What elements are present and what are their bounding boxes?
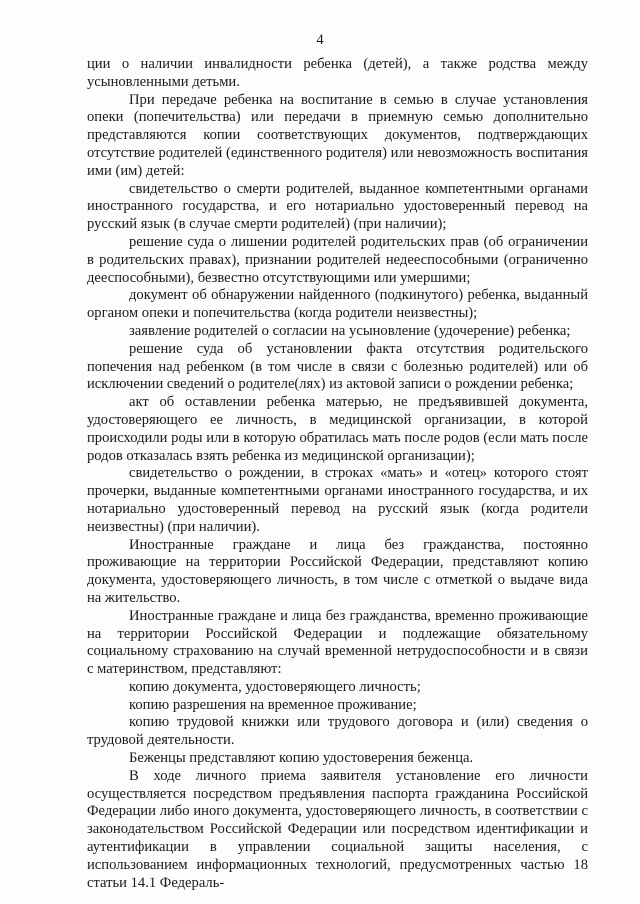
list-item-court-deprivation: решение суда о лишении родителей родительских прав (об ограничении в родительских правах), признании родителей недееспособными (ограниченно дееспособными), безвестно отсутствующими или умершими; — [87, 233, 588, 286]
list-item-parents-consent: заявление родителей о согласии на усыновление (удочерение) ребенка; — [129, 322, 571, 339]
list-item-birth-certificate: свидетельство о рождении, в строках «мать» и «отец» которого стоят прочерки, выданные компетентными органами иностранного государства, и их нотариально удостоверенный перевод на русский язык (когда родители неизвестны) (при наличии). — [87, 465, 588, 535]
list-item-work-record-copy: копию трудовой книжки или трудового договора и (или) сведения о трудовой деятельности. — [87, 714, 588, 749]
list-item-death-certificate: свидетельство о смерти родителей, выданное компетентными органами иностранного государства, и его нотариально удостоверенный перевод на русский язык (в случае смерти родителей) (при наличии); — [87, 180, 588, 233]
paragraph-temporary-residents: Иностранные граждане и лица без гражданства, временно проживающие на территории Российской Федерации и подлежащие обязательному социальному страхованию на случай временной нетрудоспособности и в связи с материнством, представляют: — [87, 607, 588, 678]
paragraph-permanent-residents: Иностранные граждане и лица без гражданства, постоянно проживающие на территории Российской Федерации, представляют копию документа, удостоверяющего личность, в том числе с отметкой о выдаче вида на жительство. — [87, 536, 588, 606]
list-item-abandonment-act: акт об оставлении ребенка матерью, не предъявившей документа, удостоверяющего ее личность, в медицинской организации, в которой происходили роды или в которую обратилась мать после родов (если мать после родов отказалась взять ребенка из медицинской организации); — [87, 394, 588, 464]
paragraph-continuation: ции о наличии инвалидности ребенка (детей), а также родства между усыновленными детьми. — [87, 56, 588, 90]
page-number: 4 — [316, 32, 324, 48]
paragraph-identity-verification: В ходе личного приема заявителя установление его личности осуществляется посредством предъявления паспорта гражданина Российской Федерации либо иного документа, удостоверяющего личность, в соответствии с законодательством Российской Федерации или посредством идентификации и аутентификации в управлении социальной защиты населения, с использованием информационных технологий, предусмотренных частью 18 статьи 14.1 Федераль- — [87, 767, 588, 891]
paragraph-refugees: Беженцы представляют копию удостоверения беженца. — [129, 750, 474, 767]
document-body — [87, 56, 588, 892]
paragraph-guardianship-intro: При передаче ребенка на воспитание в семью в случае установления опеки (попечительства) или передачи в приемную семью дополнительно представляются копии соответствующих документов, подтверждающих отсутствие родителей (единственного родителя) или невозможность воспитания ими (им) детей: — [87, 91, 588, 179]
list-item-court-absence-of-care: решение суда об установлении факта отсутствия родительского попечения над ребенком (в том числе в связи с болезнью родителей) или об исключении сведений о родителе(лях) из актовой записи о рождении ребенка; — [87, 340, 588, 393]
list-item-residence-permit-copy: копию разрешения на временное проживание; — [129, 696, 417, 713]
list-item-identity-copy: копию документа, удостоверяющего личность; — [129, 678, 421, 695]
list-item-found-child-document: документ об обнаружении найденного (подкинутого) ребенка, выданный органом опеки и попечительства (когда родители неизвестны); — [87, 287, 588, 322]
